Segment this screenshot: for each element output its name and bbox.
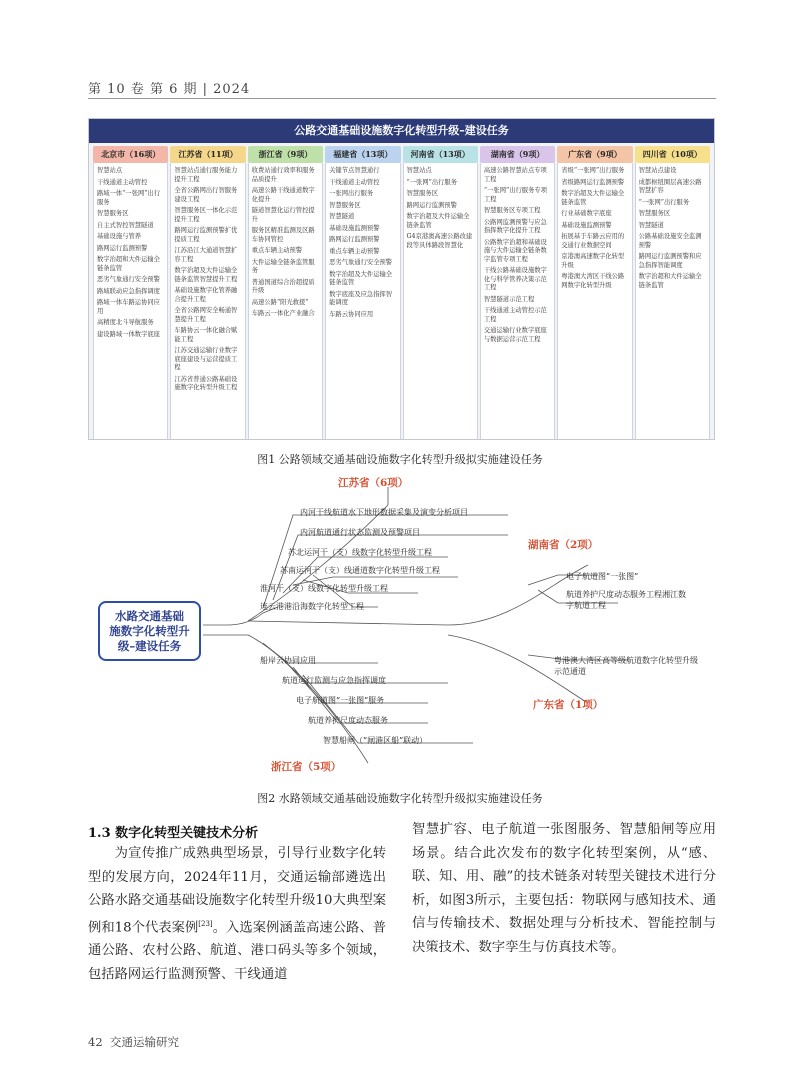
body-right-column: 智慧扩容、电子航道一张图服务、智慧船闸等应用场景。结合此次发布的数字化转型案例，从“感、联、知、用、融”的技术链条对转型关键技术进行分析，如图3所示，主要包括：物联网与感知技术、通信与传输技术、数据处理与分析技术、智能控制与决策技术、数字孪生与仿真技术等。 [412, 822, 716, 955]
task-item: 数字治超及大件运输全链条监管 [561, 190, 625, 206]
column-list [557, 163, 632, 439]
task-item: 服务区精准监测及区路车协同管控 [251, 227, 315, 243]
task-item: 省级路网运行监测预警 [561, 178, 625, 186]
figure-2 [88, 475, 715, 775]
jiangsu-item: 内河干线航道水下地形数据采集及演变分析项目 [300, 508, 468, 517]
citation-ref: [23] [198, 919, 213, 928]
jiangsu-item: 内河航道通行状态监测及预警项目 [300, 528, 420, 537]
mindmap-center [98, 601, 201, 661]
task-item: 重点车辆主动预警 [329, 247, 380, 255]
task-item: 数字底座及应急指挥智能调度 [329, 290, 393, 306]
task-item: 交通运输行业数字底座与数据运营示范工程 [483, 327, 547, 343]
task-item: 干线通道主动管控 [97, 178, 148, 186]
task-item: 京港澳高速数字化转型升级 [561, 253, 625, 269]
task-item: 基础设施监测预警 [561, 221, 612, 229]
task-item: 智慧服务区 [97, 210, 129, 217]
figure-1-column [248, 146, 323, 439]
zhejiang-item: 航道养护尺度动态服务 [308, 716, 388, 725]
header-rule [88, 98, 716, 99]
running-header: 第 10 卷 第 6 期 | 2024 [88, 82, 251, 97]
column-list [170, 163, 245, 439]
task-item: 成都枢纽圈层高速公路智慧扩容 [638, 178, 702, 194]
body-left-text-cont: 。入选案例涵盖高速公路、普通公路、农村公路、航道、港口码头等多个领域，包括路网运行监测预警、干线通道 [88, 919, 387, 982]
figure-1-columns [89, 143, 714, 439]
task-item: 智慧隧道 [638, 221, 664, 229]
zhejiang-item: 船岸云协同应用 [260, 656, 316, 665]
column-header: 福建省（13项） [325, 146, 400, 163]
task-item: 粤港澳大湾区干线公路网数字化转型升级 [561, 273, 625, 289]
task-item: 基础设施与管养 [97, 233, 142, 240]
task-item: 智慧服务区一体化示范提升工程 [174, 207, 238, 223]
jiangsu-item: 苏北运河干（支）线数字化转型升级工程 [288, 548, 432, 557]
task-item: 路网运行监测预警 [97, 244, 148, 252]
province-hunan: 湖南省（2项） [528, 539, 599, 551]
task-item: 智慧站点建设 [638, 167, 677, 174]
task-item: 关键节点智慧通行 [329, 167, 380, 174]
page-footer [88, 1034, 179, 1050]
task-item: 路网运行监测预警和应急指挥智能调度 [638, 253, 702, 269]
column-header: 广东省（9项） [557, 146, 632, 163]
task-item: 智慧隧道示范工程 [483, 295, 535, 303]
column-list [403, 163, 478, 439]
column-header: 四川省（10项） [635, 146, 710, 163]
task-item: 车路协云一体化融合赋能工程 [174, 327, 238, 343]
task-item: 一张网出行服务 [329, 190, 374, 197]
task-item: 自主式智控智慧隧道 [97, 221, 154, 229]
task-item: 智慧服务区 [406, 190, 438, 197]
task-item: 恶劣气象通行安全预警 [329, 259, 393, 266]
task-item: 数字治超和大件运输全链条监管 [97, 256, 160, 272]
task-item: 智慧站点 [97, 167, 123, 174]
task-item: 高速公路智慧站点专项工程 [483, 167, 547, 183]
figure-1-column [325, 146, 400, 439]
column-header: 河南省（13项） [403, 146, 478, 163]
task-item: 数字治超及大件运输全链条监管 [329, 270, 393, 286]
task-item: 省级“一张网”出行服务 [561, 167, 625, 174]
column-list [93, 163, 168, 439]
task-item: 车路云协同应用 [329, 310, 374, 318]
task-item: 智慧服务区 [329, 201, 361, 209]
task-item: 路域一体“一张网”出行服务 [97, 190, 161, 206]
hunan-item: 电子航道图“一张图” [566, 572, 639, 581]
center-line-3: 级–建设任务 [117, 639, 182, 653]
column-header: 北京市（16项） [93, 146, 168, 163]
column-header: 浙江省（9项） [248, 146, 323, 163]
guangdong-item: 粤港澳大湾区高等级航道数字化转型升级示范通道 [554, 656, 698, 676]
figure-2-caption: 图2 水路领域交通基础设施数字化转型升级拟实施建设任务 [257, 792, 543, 805]
column-list [480, 163, 555, 439]
figure-1-column [170, 146, 245, 439]
figure-1-title: 公路交通基础设施数字化转型升级–建设任务 [89, 119, 714, 143]
task-item: “一张网”出行服务专项工程 [483, 187, 547, 203]
task-item: 路域一体车路运协同应用 [97, 299, 160, 315]
column-header: 江苏省（11项） [170, 146, 245, 163]
province-guangdong: 广东省（1项） [533, 699, 604, 711]
task-item: 全省公路网安全畅通智慧提升工程 [174, 307, 238, 323]
task-item: 江苏交通运输行业数字底座建设与运营提质工程 [174, 347, 238, 371]
task-item: 数字治超和大件运输全链条监管 [638, 273, 702, 289]
task-item: 路网运行监测预警 [406, 201, 457, 209]
task-item: G4京港澳高速公路改建段等具体路段智慧化 [406, 233, 473, 249]
task-item: 高精度北斗导航服务 [97, 319, 154, 326]
task-item: 高速公路“阳光救援” [251, 298, 309, 306]
jiangsu-item: 苏南运河干（支）线通道数字化转型升级工程 [280, 566, 440, 575]
task-item: 干线公路基础设施数字化与科学管养决策示范工程 [483, 267, 547, 291]
section-heading: 1.3 数字化转型关键技术分析 [88, 826, 259, 841]
task-item: 干线通道主动管控示范工程 [483, 307, 547, 323]
page-number: 42 [88, 1035, 103, 1049]
task-item: 智慧站点 [406, 167, 432, 174]
task-item: 基础设施监测预警 [329, 224, 380, 232]
figure-1-column [557, 146, 632, 439]
column-list [635, 163, 710, 439]
task-item: 江苏沿江大通道智慧扩容工程 [174, 247, 238, 263]
task-item: 行业基础数字底座 [561, 210, 612, 217]
task-item: 建设路域一体数字底座 [97, 330, 160, 338]
province-jiangsu: 江苏省（6项） [338, 477, 409, 489]
task-item: 公路基础设施安全监测预警 [638, 233, 702, 249]
figure-1-caption: 图1 公路领域交通基础设施数字化转型升级拟实施建设任务 [257, 453, 543, 466]
center-line-1: 水路交通基础 [115, 609, 184, 623]
task-item: 收费站通行效率和服务品质提升 [251, 167, 315, 183]
journal-name: 交通运输研究 [109, 1035, 179, 1049]
column-list [248, 163, 323, 439]
task-item: “一张网”出行服务 [406, 178, 458, 186]
task-item: 智慧服务区 [638, 210, 671, 217]
task-item: 数字治超及大件运输全链条监管 [406, 213, 470, 229]
task-item: 智慧服务区专项工程 [483, 207, 541, 214]
task-item: 智慧隧道 [329, 213, 355, 220]
zhejiang-item: 航道运行监测与应急指挥调度 [282, 676, 386, 685]
task-item: 路网运行监测预警扩优提质工程 [174, 227, 238, 243]
hunan-item: 航道养护尺度动态服务工程湘江数字航道工程 [566, 590, 686, 610]
province-zhejiang: 浙江省（5项） [271, 761, 342, 773]
figure-1-column [480, 146, 555, 439]
task-item: 路域联动应急指挥调度 [97, 287, 160, 295]
task-item: 大件运输全链条监管服务 [251, 258, 315, 274]
task-item: 车路云一体化产业融合 [251, 310, 315, 317]
task-item: 数字治超及大件运输全链条监管智慧提升工程 [174, 267, 238, 283]
column-header: 湖南省（9项） [480, 146, 555, 163]
body-left-text: 为宣传推广成熟典型场景，引导行业数字化转型的发展方向，2024年11月，交通运输部遴选出公路水路交通基础设施数字化转型升级10大典型案例和18个代表案例 [88, 846, 386, 935]
figure-1 [88, 118, 715, 440]
task-item: 公路数字治超和基础设施与大件运输全链条数字监管专项工程 [483, 238, 547, 263]
jiangsu-item: 淮河干（支）线数字化转型升级工程 [260, 584, 388, 593]
column-list [325, 163, 400, 439]
figure-1-column [635, 146, 710, 439]
task-item: “一张网”出行服务 [638, 198, 690, 206]
task-item: 恶劣气象通行安全预警 [97, 276, 160, 283]
task-item: 智慧站点通行服务能力提升工程 [174, 167, 238, 183]
zhejiang-item: 智慧船闸（“闸港区船”联动） [323, 736, 428, 745]
task-item: 江苏省普通公路基础设施数字化转型升级工程 [174, 375, 238, 391]
jiangsu-item: 连云港港沿海数字化转型工程 [260, 602, 364, 611]
center-line-2: 施数字化转型升 [109, 624, 190, 638]
task-item: 全省公路网出行智服务建设工程 [174, 187, 238, 203]
task-item: 干线通道主动管控 [329, 178, 380, 186]
body-left-column [88, 842, 386, 986]
zhejiang-item: 电子航道图“一张图”服务 [296, 696, 385, 705]
task-item: 普通国道综合治超提质升级 [251, 278, 315, 294]
task-item: 拓展基于车路云应用的交通行业数据空间 [561, 233, 625, 249]
figure-1-column [93, 146, 168, 439]
figure-1-column [403, 146, 478, 439]
task-item: 基础设施数字化管养融合提升工程 [174, 287, 238, 303]
task-item: 公路网监测预警与应急指挥数字化提升工程 [483, 218, 547, 234]
task-item: 隧道智慧化运行管控提升 [251, 207, 315, 223]
task-item: 路网运行监测预警 [329, 236, 380, 243]
task-item: 高速公路干线通道数字化提升 [251, 187, 315, 203]
task-item: 重点车辆主动预警 [251, 247, 303, 254]
